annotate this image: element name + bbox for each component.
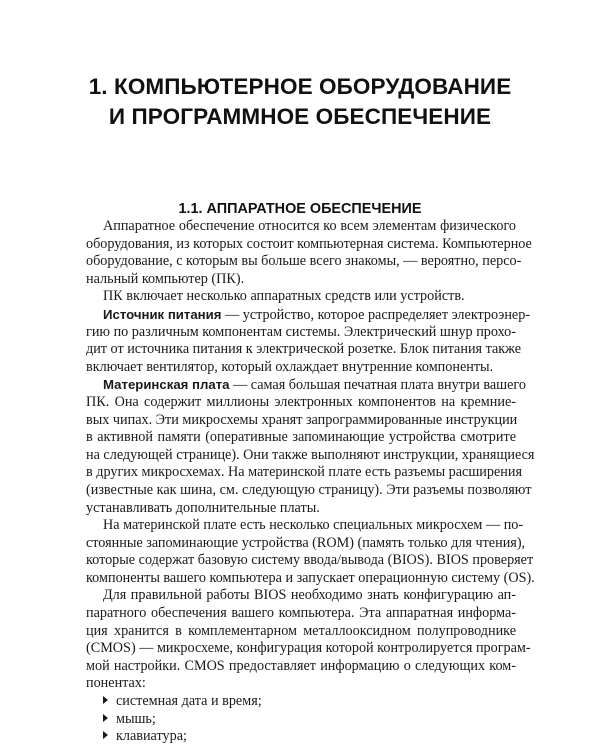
text-fragment: — устройство, которое распределяет электроэнер-: [221, 306, 531, 323]
text-line: стоянные запоминающие устройства (ROM) (память только для чтения),: [86, 534, 526, 551]
paragraph-2: [86, 288, 516, 306]
list-item-text: системная дата и время;: [116, 693, 262, 710]
text-line: в активной памяти (оперативные запоминающие устройства смотрите: [86, 429, 516, 446]
text-line: Для правильной работы BIOS необходимо знать конфигурацию ап-: [103, 587, 516, 604]
text-line: на следующей странице). Они также выполняют инструкции, хранящиеся: [86, 446, 535, 463]
text-line: дит от источника питания к электрической розетке. Блок питания также: [86, 341, 522, 358]
text-line: оборудование, с которым вы больше всего знакомы, — вероятно, персо-: [86, 253, 522, 270]
text-line: На материнской плате есть несколько специальных микросхем — по-: [103, 517, 524, 534]
text-line: устанавливать дополнительные платы.: [86, 499, 320, 516]
chapter-title: [0, 72, 600, 132]
text-line: (CMOS) — микросхеме, конфигурация которой контролируется програм-: [86, 640, 531, 657]
triangle-bullet-icon: [103, 731, 108, 739]
chapter-title-line-2: И ПРОГРАММНОЕ ОБЕСПЕЧЕНИЕ: [108, 104, 492, 129]
paragraph-1: [86, 218, 532, 288]
text-line: включает вентилятор, который охлаждает внутренние компоненты.: [86, 358, 494, 375]
triangle-bullet-icon: [103, 696, 108, 704]
paragraph-5: [86, 517, 535, 587]
text-line: ция хранится в комплементарном металлооксидном полупроводнике: [86, 622, 516, 639]
list-item: [86, 711, 516, 729]
text-line: ПК включает несколько аппаратных средств или устройств.: [103, 288, 465, 305]
text-line: мой настройки. CMOS предоставляет информацию о следующих ком-: [86, 657, 516, 674]
term-power-supply: Источник питания: [103, 306, 222, 322]
list-item-text: клавиатура;: [116, 728, 187, 745]
text-line: компоненты вашего компьютера и запускает операционную систему (OS).: [86, 569, 535, 586]
body-text: [86, 218, 535, 746]
list-item-text: мышь;: [116, 710, 156, 727]
text-line: паратного обеспечения вашего компьютера. Эта аппаратная информа-: [86, 605, 516, 622]
text-line: [86, 376, 526, 394]
triangle-bullet-icon: [103, 714, 108, 722]
text-line: которые содержат базовую систему ввода/вывода (BIOS). BIOS проверяет: [86, 552, 534, 569]
text-line: [86, 306, 531, 324]
bullet-list: [86, 693, 516, 746]
list-item: [86, 693, 516, 711]
text-fragment: — самая большая печатная плата внутри вашего: [229, 377, 526, 394]
text-line: оборудования, из которых состоит компьютерная система. Компьютерное: [86, 235, 532, 252]
list-item: [86, 728, 516, 746]
paragraph-6: [86, 587, 531, 693]
chapter-title-line-1: 1. КОМПЬЮТЕРНОЕ ОБОРУДОВАНИЕ: [88, 74, 512, 99]
text-line: гию по различным компонентам системы. Электрический шнур прохо-: [86, 323, 516, 340]
text-line: вых чипах. Эти микросхемы хранят запрограммированные инструкции: [86, 411, 518, 428]
text-line: в других микросхемах. На материнской плате есть разъемы расширения: [86, 464, 522, 481]
term-motherboard: Материнская плата: [103, 377, 230, 393]
paragraph-power-supply: [86, 306, 531, 376]
text-line: Аппаратное обеспечение относится ко всем элементам физического: [103, 218, 516, 234]
paragraph-motherboard: [86, 376, 535, 517]
text-line: нальный компьютер (ПК).: [86, 270, 245, 287]
text-line: (известные как шина, см. следующую страницу). Эти разъемы позволяют: [86, 481, 532, 498]
text-line: понентах:: [86, 675, 146, 692]
text-line: ПК. Она содержит миллионы электронных компонентов на кремние-: [86, 393, 516, 410]
section-title: 1.1. АППАРАТНОЕ ОБЕСПЕЧЕНИЕ: [178, 200, 422, 217]
